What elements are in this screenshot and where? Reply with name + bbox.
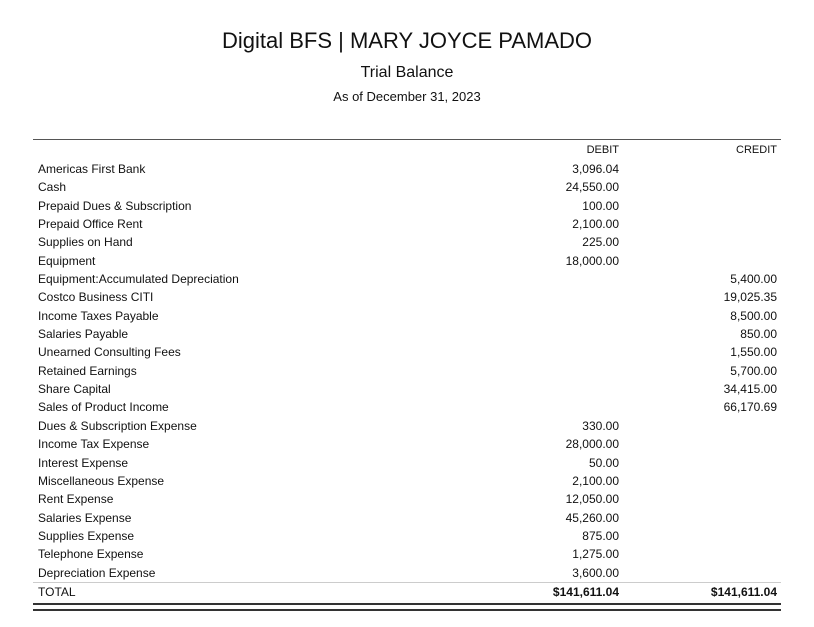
credit-amount: 8,500.00 <box>730 308 777 323</box>
table-row <box>33 215 781 233</box>
table-row <box>33 325 781 343</box>
debit-amount: 3,600.00 <box>572 565 619 580</box>
debit-amount: 18,000.00 <box>565 253 619 268</box>
table-row <box>33 435 781 453</box>
table-row <box>33 509 781 527</box>
account-name: Salaries Expense <box>38 510 132 525</box>
credit-amount: 5,400.00 <box>730 272 777 287</box>
account-name: Unearned Consulting Fees <box>38 345 181 360</box>
account-name: Prepaid Dues & Subscription <box>38 198 192 213</box>
account-name: Income Taxes Payable <box>38 308 159 323</box>
debit-amount: 875.00 <box>582 528 619 543</box>
table-row <box>33 343 781 361</box>
debit-amount: 45,260.00 <box>565 510 619 525</box>
account-name: Sales of Product Income <box>38 400 169 415</box>
table-row <box>33 252 781 270</box>
total-debit: $141,611.04 <box>552 584 619 599</box>
account-name: Equipment <box>38 253 96 268</box>
account-name: Interest Expense <box>38 455 129 470</box>
table-row <box>33 270 781 288</box>
account-name: Costco Business CITI <box>38 290 154 305</box>
table-row <box>33 545 781 563</box>
debit-amount: 24,550.00 <box>565 180 619 195</box>
account-name: Depreciation Expense <box>38 565 156 580</box>
table-row <box>33 417 781 435</box>
table-row <box>33 197 781 215</box>
table-row <box>33 233 781 251</box>
account-name: Income Tax Expense <box>38 437 150 452</box>
debit-amount: 225.00 <box>582 235 619 250</box>
table-row <box>33 160 781 178</box>
credit-amount: 850.00 <box>740 327 777 342</box>
debit-amount: 50.00 <box>588 455 619 470</box>
debit-amount: 1,275.00 <box>572 547 619 562</box>
account-name: Supplies Expense <box>38 528 135 543</box>
account-name: Salaries Payable <box>38 327 129 342</box>
credit-amount: 5,700.00 <box>730 363 777 378</box>
table-row <box>33 527 781 545</box>
table-row <box>33 490 781 508</box>
table-header-row <box>33 140 781 160</box>
account-name: Telephone Expense <box>38 547 144 562</box>
account-name: Miscellaneous Expense <box>38 473 165 488</box>
account-name: Rent Expense <box>38 492 114 507</box>
table-row <box>33 472 781 490</box>
account-name: Prepaid Office Rent <box>38 217 143 232</box>
debit-amount: 2,100.00 <box>572 217 619 232</box>
table-row <box>33 398 781 416</box>
credit-amount: 66,170.69 <box>723 400 777 415</box>
total-label: TOTAL <box>38 584 76 599</box>
account-name: Cash <box>38 180 67 195</box>
report-title: Trial Balance <box>360 64 454 81</box>
debit-column-header: DEBIT <box>586 144 619 156</box>
total-double-rule <box>33 603 781 611</box>
debit-amount: 3,096.04 <box>572 162 619 176</box>
account-name: Equipment:Accumulated Depreciation <box>38 272 239 287</box>
table-row <box>33 178 781 196</box>
table-row <box>33 288 781 306</box>
account-name: Dues & Subscription Expense <box>38 418 197 433</box>
credit-column-header: CREDIT <box>736 144 777 156</box>
debit-amount: 28,000.00 <box>565 437 619 452</box>
table-row <box>33 380 781 398</box>
account-rows <box>33 160 781 582</box>
debit-amount: 100.00 <box>582 198 619 213</box>
debit-amount: 12,050.00 <box>565 492 619 507</box>
account-name: Share Capital <box>38 382 111 397</box>
company-name: Digital BFS | MARY JOYCE PAMADO <box>221 28 593 53</box>
account-name: Americas First Bank <box>38 162 146 176</box>
total-row <box>33 582 781 602</box>
total-credit: $141,611.04 <box>710 584 777 599</box>
account-name: Retained Earnings <box>38 363 137 378</box>
credit-amount: 19,025.35 <box>723 290 777 305</box>
table-row <box>33 454 781 472</box>
account-name: Supplies on Hand <box>38 235 133 250</box>
trial-balance-table <box>33 139 781 611</box>
debit-amount: 330.00 <box>582 418 619 433</box>
credit-amount: 1,550.00 <box>730 345 777 360</box>
debit-amount: 2,100.00 <box>572 473 619 488</box>
table-row <box>33 307 781 325</box>
credit-amount: 34,415.00 <box>723 382 777 397</box>
table-row <box>33 362 781 380</box>
report-date: As of December 31, 2023 <box>333 89 481 104</box>
table-row <box>33 564 781 582</box>
